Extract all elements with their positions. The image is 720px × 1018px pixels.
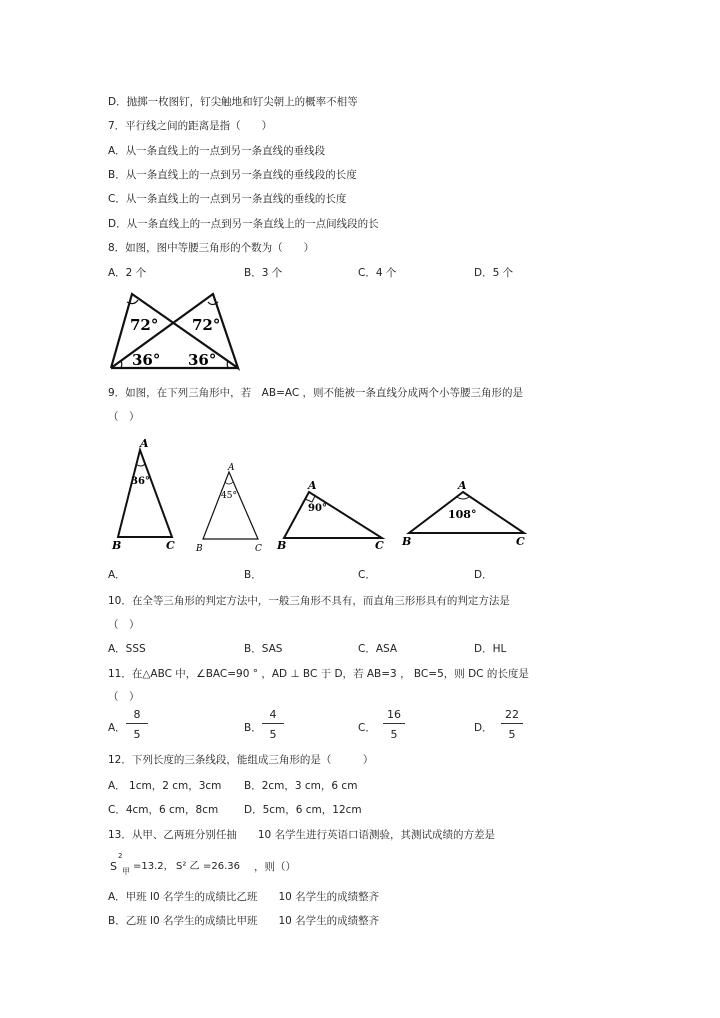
q11-d-denominator: 5 — [508, 728, 516, 741]
q8-option-d: D．5 个 — [474, 267, 514, 279]
q11-option-a-fraction — [126, 708, 148, 741]
q13-s-jia-superscript: 2 — [118, 852, 123, 860]
q13-option-a: A．甲班 l0 名学生的成绩比乙班 10 名学生的成绩整齐 — [108, 891, 380, 903]
q10-stem: 10．在全等三角形的判定方法中，一般三角形不具有，而直角三形形具有的判定方法是 — [108, 595, 510, 607]
q12-stem: 12．下列长度的三条线段，能组成三角形的是（ ） — [108, 754, 374, 766]
q11-stem: 11．在△ABC 中，∠BAC=90 ° ，AD ⊥ BC 于 D，若 AB=3 ， BC=5，则 DC 的长度是 — [108, 668, 529, 680]
q10-option-d: D．HL — [474, 643, 507, 655]
q9-option-a: A． — [108, 569, 126, 581]
q9-option-d: D． — [474, 569, 493, 581]
q13-eq2: =26.36 — [203, 861, 241, 872]
q8-angle-top-right: 72° — [192, 316, 221, 334]
q9d-label-c: C — [516, 535, 525, 548]
q8-option-a: A．2 个 — [108, 267, 147, 279]
q11-b-numerator: 4 — [262, 708, 284, 724]
q7-option-d: D．从一条直线上的一点到另一条直线上的一点间线段的长 — [108, 218, 379, 230]
q12-option-d: D．5cm，6 cm，12cm — [244, 804, 362, 816]
q13-stem: 13．从甲、乙两班分别任抽 10 名学生进行英语口语测验，其测试成绩的方差是 — [108, 829, 496, 841]
q8-option-b: B．3 个 — [244, 267, 283, 279]
q9c-label-b: B — [277, 539, 287, 552]
q11-stem-cont: （ ） — [108, 691, 140, 703]
q7-option-b: B．从一条直线上的一点到另一条直线的垂线段的长度 — [108, 169, 357, 181]
q11-c-numerator: 16 — [383, 708, 405, 724]
q8-figure — [108, 290, 243, 370]
q9-triangle-d — [400, 476, 535, 551]
q11-option-a-label: A． — [108, 722, 126, 734]
q12-option-a: A． 1cm，2 cm，3cm — [108, 780, 222, 792]
q7-stem: 7．平行线之间的距离是指（ ） — [108, 120, 273, 132]
q11-option-b-fraction — [262, 708, 284, 741]
q9b-angle: 45° — [221, 491, 237, 501]
q8-option-c: C．4 个 — [358, 267, 397, 279]
q9a-angle: 36° — [131, 476, 150, 487]
q13-option-b: B．乙班 l0 名学生的成绩比甲班 10 名学生的成绩整齐 — [108, 915, 380, 927]
q6-option-d: D．抛掷一枚图钉，钉尖触地和钉尖朝上的概率不相等 — [108, 96, 358, 108]
q8-angle-top-left: 72° — [130, 316, 159, 334]
q9c-label-c: C — [375, 539, 384, 552]
q9c-angle: 90° — [308, 503, 327, 514]
q10-option-c: C．ASA — [358, 643, 398, 655]
q11-option-b-label: B． — [244, 722, 262, 734]
q13-jia: 甲 — [122, 867, 130, 876]
q7-option-a: A．从一条直线上的一点到另一条直线的垂线段 — [108, 145, 326, 157]
q13-s-jia: S — [110, 860, 117, 873]
q11-a-denominator: 5 — [133, 728, 141, 741]
q9d-label-a: A — [458, 479, 467, 492]
q9b-label-c: C — [255, 544, 262, 554]
q8-stem: 8．如图，图中等腰三角形的个数为（ ） — [108, 242, 315, 254]
q9-triangle-c — [276, 478, 391, 553]
q7-option-c: C．从一条直线上的一点到另一条直线的垂线的长度 — [108, 193, 347, 205]
q13-eq1: =13.2， — [133, 861, 174, 872]
q9-stem: 9．如图，在下列三角形中，若 AB=AC ，则不能被一条直线分成两个小等腰三角形的是 — [108, 387, 524, 399]
q9-triangle-b — [196, 460, 271, 555]
q11-c-denominator: 5 — [390, 728, 398, 741]
q11-option-d-label: D． — [474, 722, 493, 734]
q9-stem-cont: （ ） — [108, 411, 140, 423]
q10-stem-cont: （ ） — [108, 619, 140, 631]
q9b-label-b: B — [196, 544, 203, 554]
q10-option-b: B．SAS — [244, 643, 283, 655]
q9-triangle-a — [110, 438, 180, 553]
q11-d-numerator: 22 — [501, 708, 523, 724]
q9a-label-a: A — [140, 437, 149, 450]
q9c-label-a: A — [308, 479, 317, 492]
q12-option-c: C．4cm，6 cm，8cm — [108, 804, 219, 816]
q9a-label-b: B — [112, 539, 122, 552]
q9-option-b: B． — [244, 569, 262, 581]
q11-option-d-fraction — [501, 708, 523, 741]
q9d-label-b: B — [402, 535, 412, 548]
q13-tail: ，则（） — [254, 861, 296, 873]
q8-angle-bottom-left: 36° — [132, 351, 161, 369]
q11-a-numerator: 8 — [126, 708, 148, 724]
q9b-label-a: A — [228, 463, 235, 473]
q13-s-yi: S² 乙 — [176, 861, 200, 872]
q8-angle-bottom-right: 36° — [188, 351, 217, 369]
q9-option-c: C． — [358, 569, 376, 581]
q10-option-a: A．SSS — [108, 643, 146, 655]
q11-b-denominator: 5 — [269, 728, 277, 741]
q11-option-c-fraction — [383, 708, 405, 741]
q9a-label-c: C — [166, 539, 175, 552]
q9d-angle: 108° — [448, 508, 477, 521]
q11-option-c-label: C． — [358, 722, 376, 734]
q12-option-b: B．2cm，3 cm，6 cm — [244, 780, 358, 792]
